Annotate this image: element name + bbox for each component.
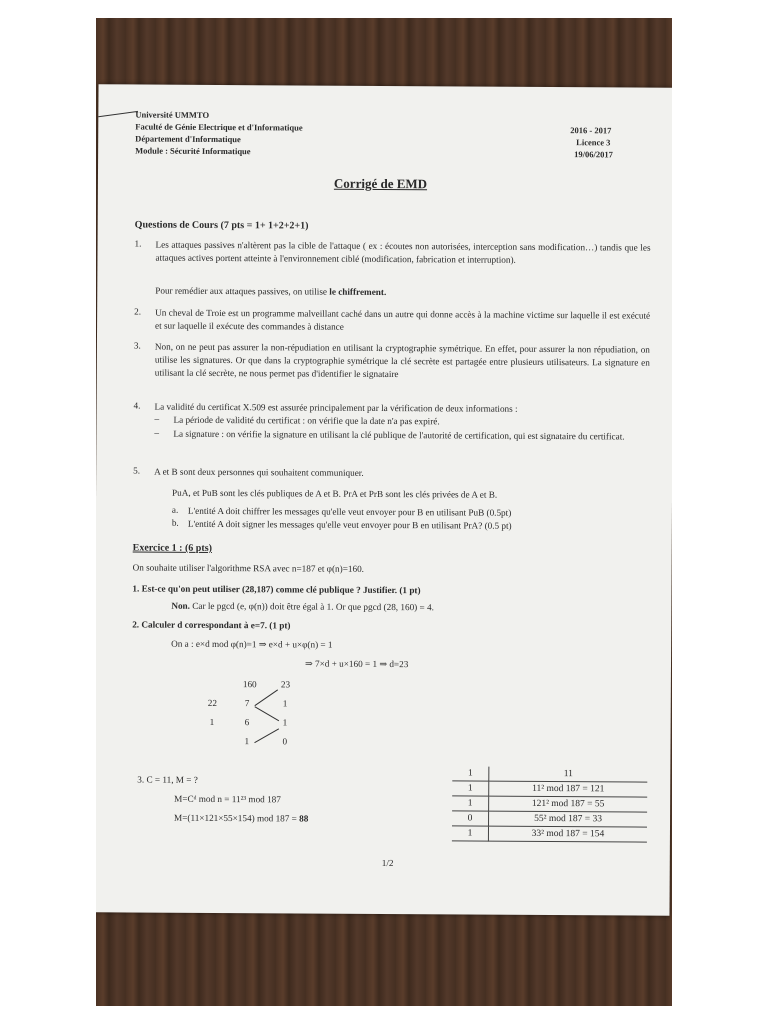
ex-q3-result: 88 bbox=[299, 813, 309, 824]
calc-value: 11² mod 187 = 121 bbox=[489, 781, 648, 797]
section-cours-title: Questions de Cours (7 pts = 1+ 1+2+2+1) bbox=[134, 219, 309, 232]
header-university: Université UMMTO bbox=[135, 109, 210, 120]
euclid-arrow-1 bbox=[254, 689, 278, 706]
euclid-6: 6 bbox=[244, 717, 250, 728]
exercise-intro: On souhaite utiliser l'algorithme RSA avec n=187 et φ(n)=160. bbox=[132, 562, 365, 574]
q1-remedy-bold: le chiffrement. bbox=[329, 286, 387, 298]
calc-bit: 1 bbox=[452, 796, 489, 811]
exercise-heading: Exercice 1 : (6 pts) bbox=[132, 542, 212, 554]
q1-remedy bbox=[155, 285, 386, 299]
q3-text: Non, on ne peut pas assurer la non-répudiation en utilisant la cryptographie symétrique. En effet, pour assurer la non répudiation, on utilise les signatures. Or que dans la cryptographie symétrique la clé secrète est partagée entre plusieurs utilisateurs. La signature en utilisant la clé secrète, ne nous permet pas d'identifier le signataire bbox=[154, 341, 650, 380]
calc-row bbox=[452, 766, 647, 782]
photo-background bbox=[96, 18, 672, 1006]
ex-q1-answer bbox=[171, 600, 434, 614]
exam-sheet bbox=[96, 84, 672, 916]
calc-value: 121² mod 187 = 55 bbox=[489, 796, 648, 812]
ex-q3-question: 3. C = 11, M = ? bbox=[137, 774, 198, 785]
euclid-7: 7 bbox=[244, 698, 250, 709]
q4-number: 4. bbox=[133, 400, 141, 411]
q3-number: 3. bbox=[133, 340, 141, 351]
euclid-1a: 1 bbox=[282, 698, 288, 709]
ex-q3-line-1: M=Cᵈ mod n = 11²³ mod 187 bbox=[174, 793, 281, 805]
calc-row bbox=[452, 796, 647, 812]
calc-bit: 0 bbox=[452, 811, 489, 826]
ex-q1-answer-bold: Non. bbox=[171, 600, 191, 611]
page-number: 1/2 bbox=[381, 857, 394, 869]
q4-bullet-1: La période de validité du certificat : on vérifie que la date n'a pas expiré. bbox=[173, 414, 440, 427]
calc-value: 33² mod 187 = 154 bbox=[488, 826, 647, 842]
header-faculty: Faculté de Génie Electrique et d'Informatique bbox=[135, 121, 303, 133]
q1-number: 1. bbox=[134, 238, 142, 249]
q5-item-a-letter: a. bbox=[171, 504, 179, 515]
square-multiply-table bbox=[452, 766, 647, 842]
pen-mark bbox=[98, 111, 138, 117]
ex-q1-answer-text: Car le pgcd (e, φ(n)) doit être égal à 1. Or que pgcd (28, 160) = 4. bbox=[192, 600, 434, 613]
q5-item-b-letter: b. bbox=[171, 517, 179, 528]
calc-row bbox=[452, 811, 647, 827]
euclid-arrow-2 bbox=[254, 706, 279, 721]
q4-bullet-1-dash: – bbox=[154, 413, 160, 424]
calc-value: 11 bbox=[489, 767, 648, 782]
q2-text: Un cheval de Troie est un programme malveillant caché dans un autre qui donne accès à la machine victime sur laquelle il est exécuté et sur laquelle il exécute des commandes à distance bbox=[155, 307, 651, 332]
euclid-1d: 1 bbox=[244, 736, 250, 747]
q2-number: 2. bbox=[134, 306, 142, 317]
header-module: Module : Sécurité Informatique bbox=[135, 145, 251, 157]
ex-q2-line-1: On a : e×d mod φ(n)=1 ⇒ e×d + u×φ(n) = 1 bbox=[171, 638, 333, 650]
calc-row bbox=[452, 781, 647, 797]
ex-q3-line-2 bbox=[174, 812, 308, 825]
calc-bit: 1 bbox=[452, 826, 489, 841]
ex-q3-line-2-text: M=(11×121×55×154) mod 187 = bbox=[174, 812, 300, 824]
euclid-1b: 1 bbox=[209, 716, 215, 727]
ex-q2-question: 2. Calculer d correspondant à e=7. (1 pt) bbox=[132, 619, 291, 631]
q5-item-b: L'entité A doit signer les messages qu'elle veut envoyer pour B en utilisant PrA? (0.5 pt) bbox=[187, 518, 512, 531]
calc-bit: 1 bbox=[452, 766, 489, 781]
q4-bullet-2-dash: – bbox=[154, 427, 160, 438]
ex-q1-question: 1. Est-ce qu'on peut utiliser (28,187) comme clé publique ? Justifier. (1 pt) bbox=[132, 583, 421, 596]
euclid-arrow-3 bbox=[254, 728, 279, 743]
euclid-0: 0 bbox=[282, 736, 288, 747]
header-department: Département d'Informatique bbox=[135, 133, 241, 145]
calc-bit: 1 bbox=[452, 781, 489, 796]
euclid-23: 23 bbox=[280, 679, 291, 690]
page-title: Corrigé de EMD bbox=[333, 175, 428, 192]
q5-number: 5. bbox=[133, 465, 141, 476]
q1-text: Les attaques passives n'altèrent pas la cible de l'attaque ( ex : écoutes non autorisées, interception sans modification…) tandis que les attaques actives portent atteinte à l'environnement ciblé (modification, fabrication et interruption). bbox=[155, 239, 651, 265]
header-level: Licence 3 bbox=[576, 137, 611, 148]
q4-bullet-2: La signature : on vérifie la signature en utilisant la clé publique de l'autorité de certification, qui est signataire du certificat. bbox=[173, 428, 625, 442]
ex-q2-line-2: ⇒ 7×d + u×160 = 1 ⇒ d=23 bbox=[304, 658, 409, 670]
q5-item-a: L'entité A doit chiffrer les messages qu'elle veut envoyer pour B en utilisant PuB (0.5pt) bbox=[187, 505, 512, 518]
q1-remedy-text: Pour remédier aux attaques passives, on utilise bbox=[155, 285, 330, 297]
header-year: 2016 - 2017 bbox=[570, 125, 612, 136]
header-date: 19/06/2017 bbox=[574, 149, 613, 160]
q5-text: A et B sont deux personnes qui souhaitent communiquer. bbox=[154, 466, 364, 478]
euclid-22: 22 bbox=[207, 697, 217, 708]
euclid-1c: 1 bbox=[282, 717, 288, 728]
euclid-160: 160 bbox=[242, 679, 257, 690]
q4-text: La validité du certificat X.509 est assurée principalement par la vérification de deux informations : bbox=[154, 401, 518, 414]
calc-value: 55² mod 187 = 33 bbox=[489, 811, 648, 827]
q5-keys: PuA, et PuB sont les clés publiques de A et B. PrA et PrB sont les clés privées de A et B. bbox=[172, 487, 498, 500]
calc-row bbox=[452, 826, 647, 842]
